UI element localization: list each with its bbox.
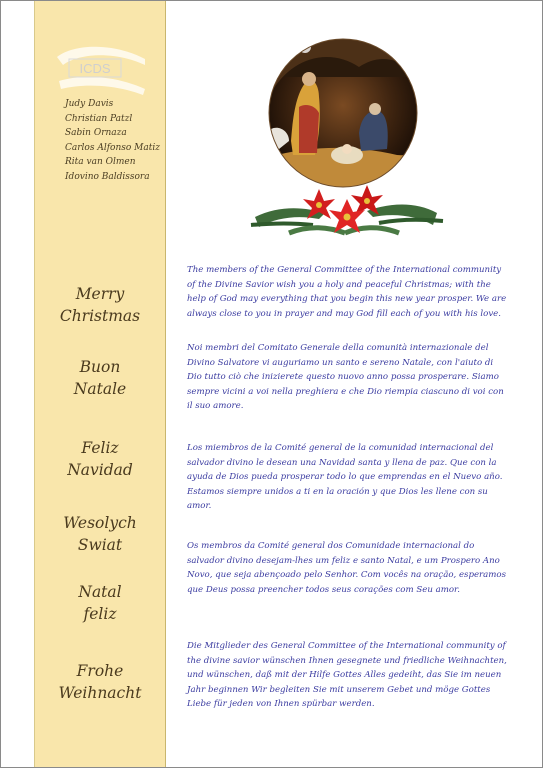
message-german: Die Mitglieder des General Committee of the International community of the divine savior wünschen Ihnen gesegnete und friedliche Weihnachten, und wünschen, daß mit der Hilfe Gottes Alles gedeiht, das Sie im neuen Jahr beginnen Wir begleiten Sie mit unserem Gebet und möge Gottes Liebe für jeden von Ihnen spürbar werden. [187,641,507,710]
greeting-line: Christmas [59,307,141,325]
sidebar [34,1,166,767]
greeting-line: Merry [75,285,125,303]
committee-name: Idovino Baldissora [65,171,150,182]
greeting-line: Navidad [67,461,133,479]
committee-name: Sabin Ornaza [65,128,127,138]
logo-text: ICDS [79,61,111,76]
greeting-german [35,660,165,704]
greeting-italian [35,356,165,400]
greeting-line: feliz [83,605,117,623]
greeting-portuguese [35,581,165,625]
nativity-illustration [249,37,445,247]
committee-name: Carlos Alfonso Matiz [65,142,160,153]
greeting-line: Natal [78,583,122,601]
committee-names [65,97,160,184]
greeting-line: Feliz [81,439,119,457]
greeting-line: Wesolych [63,514,137,532]
committee-name: Judy Davis [65,99,114,109]
message-english: The members of the General Committee of the International community of the Divine Savior wish you a holy and peaceful Christmas; with the help of God may everything that you begin this new year prosper. We are always close to you in prayer and may God fill each of you with his love. [187,265,507,319]
greeting-line: Natale [73,380,127,398]
icds-logo [55,43,147,103]
greeting-line: Swiat [77,536,123,554]
message-spanish: Los miembros de la Comité general de la comunidad internacional del salvador divino le desean una Navidad santa y llena de paz. Que con la ayuda de Dios pueda prosperar todo lo que emprendas en el Nuevo año. Estamos siempre unidos a ti en la oración y que Dios les llene con su amor. [187,443,503,512]
message-italian: Noi membri del Comitato Generale della comunità internazionale del Divino Salvatore vi auguriamo un santo e sereno Natale, con l'aiuto di Dio tutto ciò che inizierete questo nuovo anno possa prosperare. Siamo sempre vicini a voi nella preghiera e che Dio riempia ciascuno di voi con il suo amore. [187,343,504,412]
message-portuguese: Os membros da Comité general dos Comunidade internacional do salvador divino desejam-lhes um feliz e santo Natal, e um Prospero Ano Novo, que seja abençoado pelo Senhor. Com vocês na oração, esperamos que Deus possa preencher todos seus corações com Seu amor. [187,541,507,595]
greeting-spanish [35,437,165,481]
committee-name: Rita van Olmen [65,157,136,167]
greeting-line: Buon [79,358,121,376]
greeting-line: Frohe [76,662,124,680]
greeting-line: Weihnacht [58,684,142,702]
committee-name: Christian Patzl [65,113,133,124]
greeting-polish [35,512,165,556]
greeting-english [35,283,165,327]
